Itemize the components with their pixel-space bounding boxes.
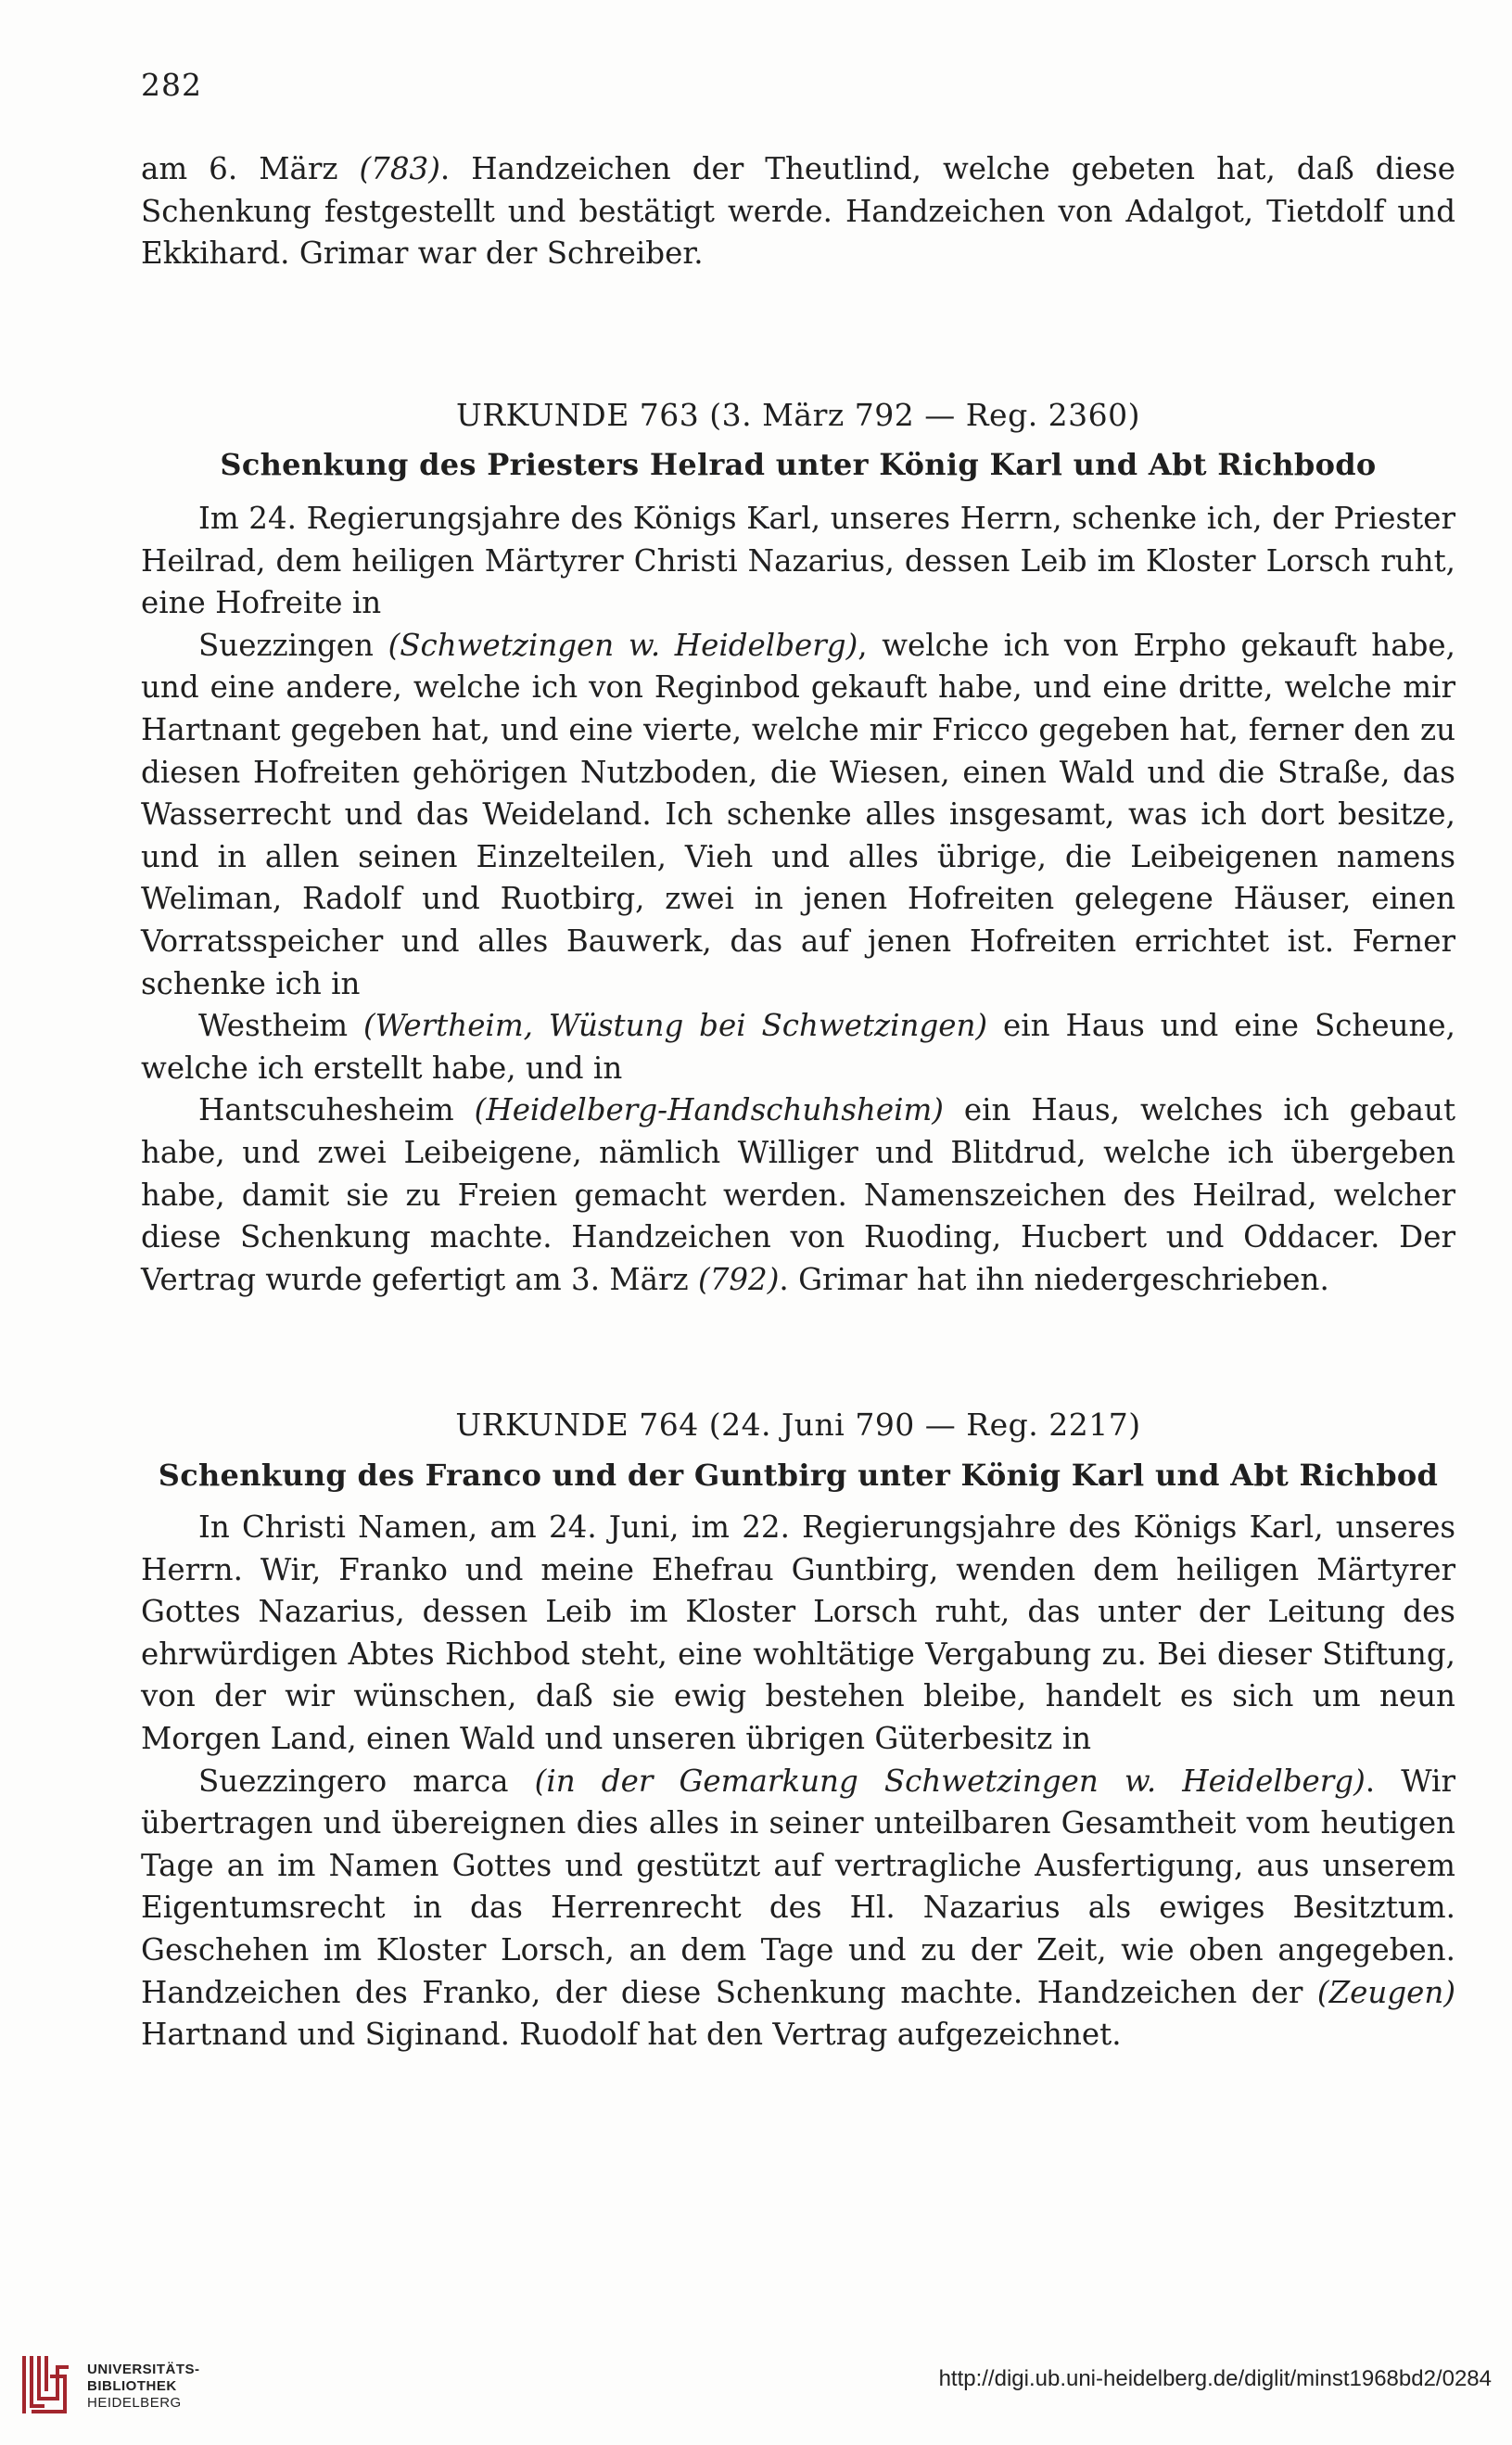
text-run: . Handzeichen der Theutlind, welche gebeten hat, daß diese Schenkung festgestellt und bestätigt werde. Handzeichen von Adalgot, Tietdolf und Ekkihard. Grimar war der Schreiber. (141, 151, 1455, 272)
text-run: Suezzingen (198, 627, 388, 663)
italic-gloss: (in der Gemarkung Schwetzingen w. Heidelberg) (534, 1763, 1366, 1799)
intro-text (141, 148, 1455, 275)
urkunde-763-paragraph-1: Im 24. Regierungsjahre des Königs Karl, unseres Herrn, schenke ich, der Priester Heilrad, dem heiligen Märtyrer Christi Nazarius, dessen Leib im Kloster Lorsch ruht, eine Hofreite in (141, 501, 1455, 621)
text-run: . Wir übertragen und übereignen dies alles in seiner unteilbaren Gesamtheit vom heutigen Tage an im Namen Gottes und gestützt auf vertragliche Ausfertigung, aus unserem Eigentumsrecht in das Herrenrecht des Hl. Nazarius als ewiges Besitztum. Geschehen im Kloster Lorsch, an dem Tage und zu der Zeit, wie oben angegeben. Handzeichen des Franko, der diese Schenkung machte. Handzeichen der (141, 1763, 1455, 2010)
urkunde-764-body (141, 1507, 1455, 2057)
text-run: Hartnand und Siginand. Ruodolf hat den Vertrag aufgezeichnet. (141, 2017, 1122, 2053)
library-name-line: UNIVERSITÄTS- (87, 2362, 200, 2377)
library-name (87, 2362, 200, 2412)
footer (0, 2334, 1512, 2445)
text-run: Suezzingero marca (198, 1763, 535, 1799)
text-run: ein Haus, welches ich gebaut habe, und zwei Leibeigene, nämlich Williger und Blitdrud, welche ich übergeben habe, damit sie zu Freien gemacht werden. Namenszeichen des Heilrad, welcher diese Schenkung machte. Handzeichen von Ruoding, Hucbert und Oddacer. Der Vertrag wurde gefertigt am 3. März (141, 1092, 1456, 1297)
urkunde-763-paragraph-4 (141, 1089, 1455, 1301)
text-run: Westheim (198, 1008, 363, 1044)
library-name-line: HEIDELBERG (87, 2395, 182, 2411)
italic-gloss: (Heidelberg-Handschuhsheim) (474, 1092, 944, 1128)
intro-paragraph (141, 148, 1455, 275)
urkunde-763-heading: URKUNDE 763 (3. März 792 — Reg. 2360) (455, 397, 1141, 433)
urkunde-763-body (141, 498, 1455, 1301)
text-run: ein Haus und eine Scheune, welche ich erstellt habe, und in (141, 1008, 1455, 1086)
urkunde-764-paragraph-1: In Christi Namen, am 24. Juni, im 22. Regierungsjahre des Königs Karl, unseres Herrn. Wir, Franko und meine Ehefrau Guntbirg, wenden dem heiligen Märtyrer Gottes Nazarius, dessen Leib im Kloster Lorsch ruht, das unter der Leitung des ehrwürdigen Abtes Richbod steht, eine wohltätige Vergabung zu. Bei dieser Stiftung, von der wir wünschen, daß sie ewig bestehen bleibe, handelt es sich um neun Morgen Land, einen Wald und unseren übrigen Güterbesitz in (141, 1509, 1455, 1756)
text-run: am 6. März (141, 151, 360, 186)
urkunde-763-paragraph-3 (141, 1005, 1455, 1089)
urkunde-763-paragraph-2 (141, 625, 1455, 1005)
library-name-line: BIBLIOTHEK (87, 2378, 177, 2394)
italic-gloss: (Zeugen) (1316, 1974, 1455, 2010)
text-run: Hantscuhesheim (198, 1092, 475, 1128)
source-url-link[interactable]: http://digi.ub.uni-heidelberg.de/diglit/minst1968bd2/0284 (938, 2366, 1492, 2391)
text-run: , welche ich von Erpho gekauft habe, und eine andere, welche ich von Reginbod gekauft habe, und eine dritte, welche mir Hartnant gegeben hat, und eine vierte, welche mir Fricco gegeben hat, ferner den zu diesen Hofreiten gehörigen Nutzboden, die Wiesen, einen Wald und die Straße, das Wasserrecht und das Weideland. Ich schenke alles insgesamt, was ich dort besitze, und in allen seinen Einzelteilen, Vieh und alles übrige, die Leibeigenen namens Weliman, Radolf und Ruotbirg, zwei in jenen Hofreiten gelegene Häuser, einen Vorratsspeicher und alles Bauwerk, das auf jenen Hofreiten errichtet ist. Ferner schenke ich in (141, 627, 1455, 1001)
italic-date: (783) (359, 151, 440, 186)
text-run: . Grimar hat ihn niedergeschrieben. (779, 1261, 1329, 1297)
urkunde-764-title: Schenkung des Franco und der Guntbirg unter König Karl und Abt Richbod (158, 1458, 1439, 1493)
italic-date: (792) (698, 1261, 780, 1297)
urkunde-764-paragraph-2 (141, 1761, 1455, 2057)
urkunde-764-heading: URKUNDE 764 (24. Juni 790 — Reg. 2217) (455, 1407, 1141, 1443)
italic-gloss: (Schwetzingen w. Heidelberg) (388, 627, 858, 663)
italic-gloss: (Wertheim, Wüstung bei Schwetzingen) (363, 1008, 988, 1044)
ub-heidelberg-logo-icon (17, 2349, 72, 2423)
page-number: 282 (141, 67, 202, 103)
urkunde-763-title: Schenkung des Priesters Helrad unter König Karl und Abt Richbodo (220, 447, 1377, 482)
